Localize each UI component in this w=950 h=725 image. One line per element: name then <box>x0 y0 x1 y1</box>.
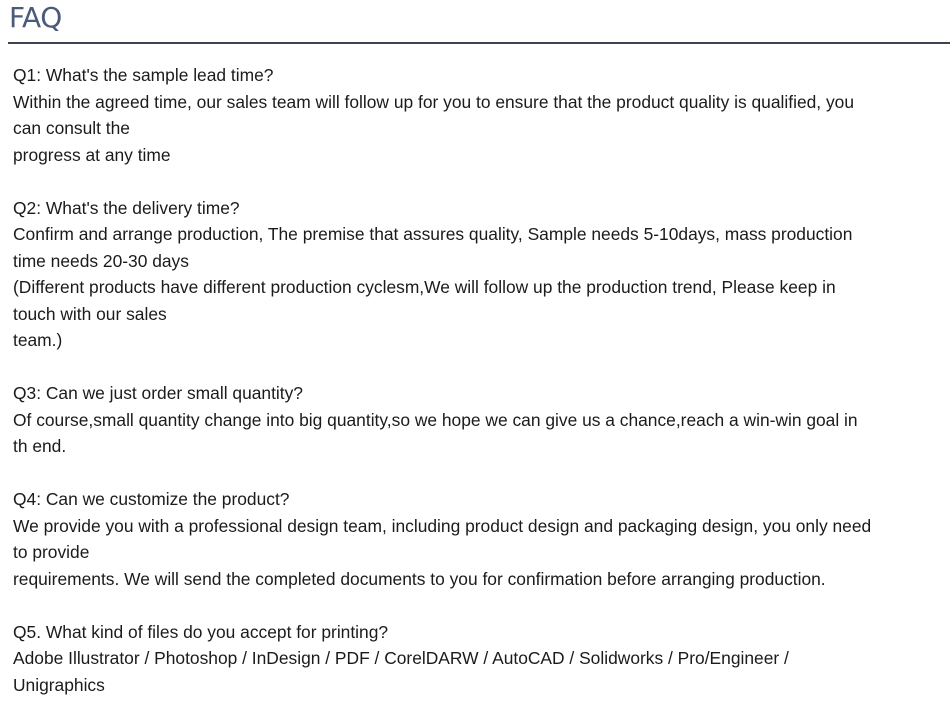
faq-item-q3 <box>13 380 943 460</box>
faq-answer-line: th end. <box>13 436 67 456</box>
faq-item-q5 <box>13 619 943 699</box>
faq-answer-line: Adobe Illustrator / Photoshop / InDesign / PDF / CorelDARW / AutoCAD / Solidworks / Pro/Engineer / <box>13 648 789 668</box>
page-title: FAQ <box>9 1 62 34</box>
title-divider <box>8 42 950 44</box>
faq-question: Q3: Can we just order small quantity? <box>13 383 303 403</box>
faq-header <box>0 0 950 44</box>
faq-answer-line: time needs 20-30 days <box>13 250 189 271</box>
faq-item-q2 <box>13 195 943 354</box>
faq-answer-line: Unigraphics <box>13 674 105 695</box>
faq-answer-line: team.) <box>13 330 63 350</box>
faq-answer-line: touch with our sales <box>13 303 167 324</box>
faq-answer-line: can consult the <box>13 118 130 138</box>
faq-answer-line: to provide <box>13 542 90 562</box>
faq-answer-line: progress at any time <box>13 144 171 165</box>
faq-question: Q1: What's the sample lead time? <box>13 65 274 85</box>
faq-question: Q5. What kind of files do you accept for printing? <box>13 621 389 642</box>
faq-answer-line: We provide you with a professional design team, including product design and packaging design, you only need <box>13 515 872 536</box>
faq-answer-line: Within the agreed time, our sales team will follow up for you to ensure that the product quality is qualified, you <box>13 91 854 112</box>
faq-answer-line: (Different products have different production cyclesm,We will follow up the production trend, Please keep in <box>13 277 836 297</box>
faq-list <box>13 62 943 725</box>
faq-question: Q4: Can we customize the product? <box>13 489 290 509</box>
faq-answer-line: Of course,small quantity change into big quantity,so we hope we can give us a chance,reach a win-win goal in <box>13 409 858 430</box>
faq-item-q4 <box>13 486 943 592</box>
faq-item-q1 <box>13 62 943 168</box>
faq-answer-line: Confirm and arrange production, The premise that assures quality, Sample needs 5-10days, mass production <box>13 224 853 244</box>
faq-question: Q2: What's the delivery time? <box>13 197 240 218</box>
faq-answer-line: requirements. We will send the completed documents to you for confirmation before arranging production. <box>13 568 826 589</box>
